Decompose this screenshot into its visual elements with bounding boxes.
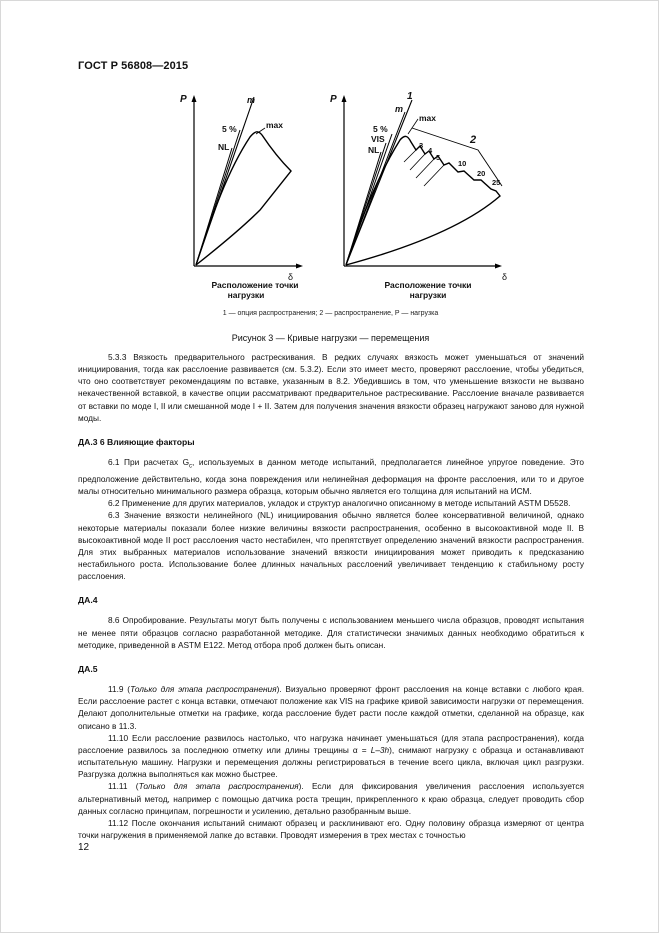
- document-body: [78, 351, 584, 841]
- p61-part-b: , используемых в данном методе испытаний, предполагается линейное упругое поведение. Это предположение действительно, когда зона повреждения или нелинейная деформация на фронте расслоения, или то и другое малы относительно минимального размера образца, которым обычно является его толщина для испытаний на ИСМ.: [78, 457, 585, 497]
- right-label-vis: VIS: [371, 134, 385, 144]
- p119-italic: Только для этапа распространения: [130, 684, 277, 695]
- p1111-part-b: ). Если для фиксирования увеличения расслоения используется альтернативный метод, например с помощью датчика роста трещин, прикрепленного к краю образца, следует проводить сбор данных согласно принципам, погрешности и усилению, детально разобранным выше.: [78, 781, 585, 816]
- right-unload-2: [410, 154, 425, 170]
- p119-part-b: ). Визуально проверяют фронт расслоения на конце вставки с любого края. Если расслоение растет с конца вставки, отмечают положение как VIS на графике кривой зависимости нагрузки от перемещения. Делают дополнительные отметки на графике, когда расслоение будет расти после каждой отметки, сделанной на образце, как описано в 11.3.: [78, 684, 584, 731]
- right-label-5pct: 5 %: [373, 124, 388, 134]
- paragraph-11-12: 11.12 После окончания испытаний снимают образец и расклинивают его. Одну половину образца измеряют от центра точки нагружения в применяемой лапке до вставки. Проводят измерения в трех местах с точностью: [78, 817, 584, 840]
- right-mark-20: 20: [477, 169, 486, 178]
- left-chart: [180, 94, 303, 300]
- paragraph-6-2: 6.2 Применение для других материалов, укладок и структур аналогично описанному в методе испытаний ASTM D5528.: [108, 498, 571, 509]
- right-label-max: max: [419, 113, 437, 123]
- paragraph-5-3-3: 5.3.3 Вязкость предварительного растрескивания. В редких случаях вязкость может уменьшаться от значений инициирования, тогда как расслоение развивается (см. 5.3.2). Если это имеет место, проверяют расслоение, чтобы убедиться, что оно соответствует рекомендациям по вставке, указанным в 8.2. Убедившись в том, что уменьшение вязкости не вызвано некачественной вставкой, в качестве опции рассматривают предварительное растрескивание. Расслоение вначале развивается от вставки по моде I, II или смешанной моде I + II. Затем для получения значения вязкости образец нагружают заново для нужной моды.: [78, 352, 584, 423]
- paragraph-6-3: 6.3 Значение вязкости нелинейного (NL) инициирования обычно является более консервативной величиной, однако некоторые материалы показали более низкие величины вязкости распространения, особенно в высокоактивной моде II. В высокоактивной моде II рост расслоения часто нестабилен, что препятствует определению значений вязкости распространения. Для этих выбранных материалов использование значений вязкости инициирования может приводить к предсказанию нестабильного роста. Использование более длинных начальных расслоений увеличивает тенденцию к стабильному росту расслоения.: [78, 510, 584, 582]
- left-axis-x-label: δ: [288, 272, 294, 282]
- document-header: ГОСТ Р 56808—2015: [78, 60, 189, 72]
- left-label-max: max: [266, 120, 284, 130]
- load-displacement-figure: [0, 0, 661, 310]
- left-label-m: m: [247, 95, 256, 105]
- paragraph-11-9: [78, 683, 584, 732]
- paragraph-11-11: [78, 780, 584, 816]
- right-y-arrow: [342, 95, 347, 102]
- right-xlabel-line2: нагрузки: [409, 290, 447, 300]
- p1110-part-a: 11.10 Если расслоение развилось настолько, что нагрузка начинает уменьшаться (для этапа распространения), когда расслоение развилось за последнюю отметку или длины трещины α =: [78, 732, 584, 755]
- right-chart: [330, 91, 507, 300]
- p1110-part-b: ), снимают нагрузку с образца и останавливают испытательную машину. Нагрузки и перемещения должны регистрироваться в течение всего цикла, включая цикл разгрузки. Разгрузка должна выполняться как можно быстрее.: [78, 744, 584, 780]
- left-label-nl: NL: [218, 142, 230, 152]
- right-x-arrow: [495, 264, 502, 269]
- p1110-italic: L–3h: [370, 744, 390, 755]
- p1111-italic: Только для этапа распространения: [138, 781, 299, 792]
- page-number: 12: [78, 842, 90, 853]
- right-mark-4: 4: [428, 146, 433, 155]
- figure-caption: Рисунок 3 — Кривые нагрузки — перемещения: [231, 333, 430, 343]
- paragraph-6-1: [78, 456, 584, 497]
- paragraph-8-6: 8.6 Опробирование. Результаты могут быть получены с использованием меньшего числа образцов, проводят испытания не менее пяти образцов согласно разработанной методике. Для статистически значимых данных необходимо обратиться к методике, приведенной в ASTM E122. Метод отбора проб должен быть описан.: [78, 615, 584, 650]
- left-xlabel-line2: нагрузки: [227, 290, 265, 300]
- left-label-5pct: 5 %: [222, 124, 237, 134]
- right-unload-4: [424, 165, 444, 186]
- p61-part-a: 6.1 При расчетах G: [108, 457, 190, 468]
- right-label-m: m: [395, 104, 404, 114]
- p1111-part-a: 11.11 (: [108, 781, 139, 792]
- right-mark-3: 3: [419, 141, 424, 150]
- right-bracket-2: [412, 128, 502, 186]
- p119-part-a: 11.9 (: [108, 684, 131, 695]
- left-y-arrow: [192, 95, 197, 102]
- right-unload-1: [404, 150, 416, 162]
- right-pointer-max: [408, 119, 418, 134]
- right-mark-5: 5: [436, 153, 441, 162]
- left-x-arrow: [296, 264, 303, 269]
- figure-legend: 1 — опция распространения; 2 — распространение, P — нагрузка: [222, 310, 439, 317]
- left-axis-y-label: P: [180, 94, 187, 105]
- left-xlabel-line1: Расположение точки: [211, 280, 299, 290]
- p61-subscript: c: [189, 463, 193, 470]
- right-label-2: 2: [470, 134, 477, 146]
- right-xlabel-line1: Расположение точки: [384, 280, 472, 290]
- right-label-nl: NL: [368, 145, 380, 155]
- right-axis-x-label: δ: [502, 272, 508, 282]
- right-mark-10: 10: [458, 159, 467, 168]
- right-unload-3: [416, 159, 434, 178]
- section-heading-da3: ДА.3 6 Влияющие факторы: [78, 436, 195, 447]
- right-axis-y-label: P: [330, 94, 337, 105]
- left-load-curve: [196, 132, 291, 265]
- paragraph-11-10: [78, 732, 584, 781]
- section-heading-da5: ДА.5: [78, 663, 98, 674]
- right-mark-25: 25: [492, 178, 501, 187]
- section-heading-da4: ДА.4: [78, 595, 98, 606]
- right-label-1: 1: [407, 91, 413, 102]
